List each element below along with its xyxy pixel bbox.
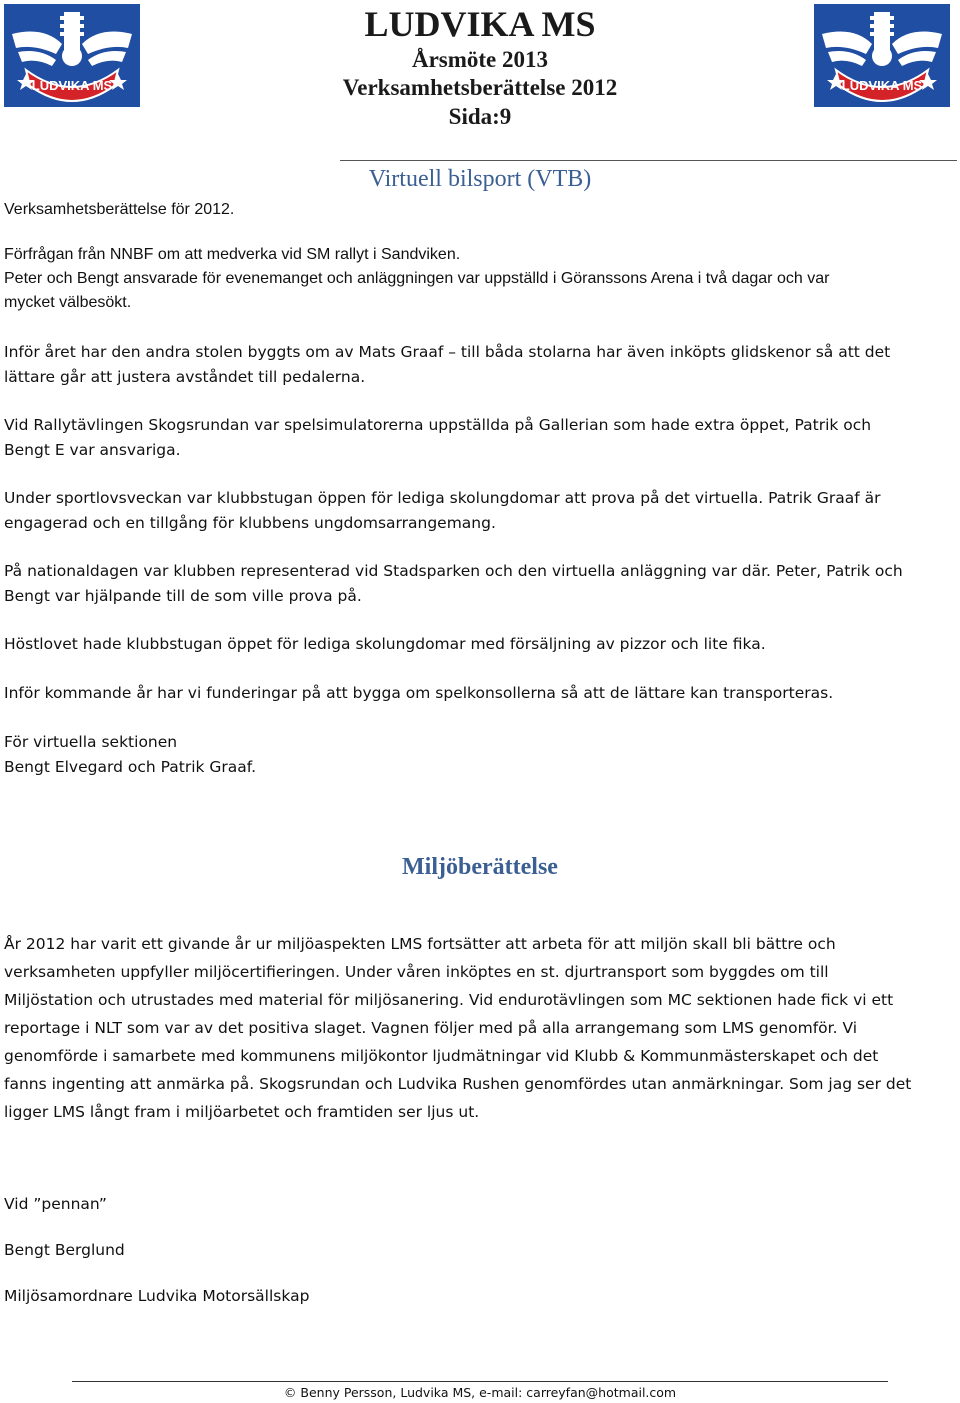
text-line: Bengt E var ansvariga. [4,441,181,459]
text-line: Peter och Bengt ansvarade för evenemanget och anläggningen var uppställd i Göranssons Arena i två dagar och var [4,270,830,287]
text-line: engagerad och en tillgång för klubbens ungdomsarrangemang. [4,514,496,532]
page-number: Sida:9 [448,104,512,129]
page-title: LUDVIKA MS [364,4,596,44]
header-divider [340,160,957,161]
text-line: Inför året har den andra stolen byggts om av Mats Graaf – till båda stolarna har även inköpts glidskenor så att det [4,343,891,361]
text-line: Förfrågan från NNBF om att medverka vid SM rallyt i Sandviken. [4,246,461,263]
footer-divider [72,1381,888,1382]
text-line: verksamheten uppfyller miljöcertifieringen. Under våren inköptes en st. djurtransport som byggdes om till [4,963,829,981]
text-line: reportage i NLT som var av det positiva slaget. Vagnen följer med på alla arrangemang som LMS genomför. Vi [4,1019,858,1037]
signature-names: Bengt Elvegard och Patrik Graaf. [4,758,257,776]
author-role: Miljösamordnare Ludvika Motorsällskap [4,1287,310,1305]
text-line: fanns ingenting att anmärka på. Skogsrundan och Ludvika Rushen genomfördes utan anmärkningar. Som jag ser det [4,1075,912,1093]
text-line: Bengt var hjälpande till de som ville prova på. [4,587,362,605]
environment-paragraph [4,930,954,1126]
text-line: På nationaldagen var klubben representerad vid Stadsparken och den virtuella anläggning var där. Peter, Patrik och [4,562,903,580]
signoff: Vid ”pennan” [4,1195,107,1213]
logo-text: LUDVIKA MS [31,78,113,93]
footer-copyright: © Benny Persson, Ludvika MS, e-mail: carreyfan@hotmail.com [283,1385,677,1400]
text-line: Höstlovet hade klubbstugan öppet för lediga skolungdomar med försäljning av pizzor och lite fika. [4,635,766,653]
text-line: Inför kommande år har vi funderingar på att bygga om spelkonsollerna så att de lättare kan transporteras. [4,684,834,702]
text-line: För virtuella sektionen [4,733,178,751]
section-title-vtb: Virtuell bilsport (VTB) [368,166,592,192]
text-line: Miljöstation och utrustades med material för miljösanering. Vid endurotävlingen som MC sektionen hade fick vi ett [4,991,894,1009]
report-heading: Verksamhetsberättelse för 2012. [4,201,235,218]
text-line: År 2012 har varit ett givande år ur miljöaspekten LMS fortsätter att arbeta för att miljön skall bli bättre och [4,935,836,953]
text-line: genomförde i samarbete med kommunens miljökontor ljudmätningar vid Klubb & Kommunmästerskapet och det [4,1047,879,1065]
text-line: ligger LMS långt fram i miljöarbetet och framtiden ser ljus ut. [4,1103,480,1121]
report-subtitle: Verksamhetsberättelse 2012 [342,75,618,100]
meeting-subtitle: Årsmöte 2013 [411,47,549,72]
text-line: lättare går att justera avståndet till pedalerna. [4,368,366,386]
section-title-environment: Miljöberättelse [402,854,558,880]
text-line: Under sportlovsveckan var klubbstugan öppen för lediga skolungdomar att prova på det virtuella. Patrik Graaf är [4,489,881,507]
logo-text: LUDVIKA MS [841,78,923,93]
text-line: Vid Rallytävlingen Skogsrundan var spelsimulatorerna uppställda på Gallerian som hade extra öppet, Patrik och [4,416,872,434]
author-name: Bengt Berglund [4,1241,125,1259]
text-line: mycket välbesökt. [4,294,132,311]
